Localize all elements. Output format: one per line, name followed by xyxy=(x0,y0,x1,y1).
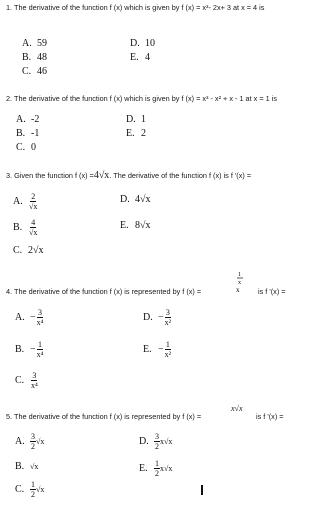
q2-option-e[interactable]: E. 2 xyxy=(126,128,146,139)
q1-option-c[interactable]: C. 46 xyxy=(22,66,47,77)
text-cursor xyxy=(201,485,203,495)
question-3-text: 3. Given the function f (x) =4√x. The derivative of the function f (x) is f '(x) = xyxy=(6,170,252,181)
q3-function: 4√x xyxy=(93,170,110,181)
svg-text:x: x xyxy=(238,280,241,286)
q2-option-d[interactable]: D. 1 xyxy=(126,114,146,125)
q5-option-e[interactable]: E. $\frac{1}{2}$ x√x xyxy=(139,459,173,478)
q3-option-b[interactable]: B. $\frac{4}{√x}$ xyxy=(13,218,38,237)
q2-option-b[interactable]: B. -1 xyxy=(16,128,40,139)
q5-text-tail: is f '(x) = xyxy=(256,412,284,421)
q1-option-e[interactable]: E. 4 xyxy=(130,52,150,63)
q3-option-d[interactable]: D. 4√x xyxy=(120,194,151,205)
q4-option-c[interactable]: C. $\frac{3}{\text{x⁴}}$ xyxy=(15,371,38,390)
q5-option-c[interactable]: C. $\frac{1}{2}$ √x xyxy=(15,480,45,499)
question-2-text: 2. The derivative of the function f (x) which is given by f (x) = x³ - x² + x - 1 at x = 1 is xyxy=(6,94,277,103)
q4-option-e[interactable]: E. − $\frac{1}{\text{x²}}$ xyxy=(143,340,172,359)
question-1-text: 1. The derivative of the function f (x) which is given by f (x) = x³- 2x+ 3 at x = 4 is xyxy=(6,3,265,12)
q2-option-a[interactable]: A. -2 xyxy=(16,114,40,125)
q2-option-c[interactable]: C. 0 xyxy=(16,142,36,153)
q1-option-a[interactable]: A. 59 xyxy=(22,38,47,49)
q1-option-d[interactable]: D. 10 xyxy=(130,38,155,49)
q5-option-b[interactable]: B. √x xyxy=(15,461,39,472)
q3-option-a[interactable]: A. $\frac{2}{√x}$ xyxy=(13,192,38,211)
q5-option-d[interactable]: D. $\frac{3}{2}$ x√x xyxy=(139,432,173,451)
question-5-text: 5. The derivative of the function f (x) is represented by f (x) = xyxy=(6,412,202,421)
q4-option-b[interactable]: B. − $\frac{1}{\text{x⁴}}$ xyxy=(15,340,44,359)
q5-function: x√x xyxy=(231,404,243,413)
q4-text-tail: is f '(x) = xyxy=(258,287,286,296)
q3-option-c[interactable]: C. 2√x xyxy=(13,245,44,256)
q4-function-glyph xyxy=(236,270,250,292)
q4-function xyxy=(236,270,250,294)
q1-option-b[interactable]: B. 48 xyxy=(22,52,47,63)
question-4-text: 4. The derivative of the function f (x) is represented by f (x) = xyxy=(6,287,202,296)
q5-option-a[interactable]: A. $\frac{3}{2}$ √x xyxy=(15,432,45,451)
svg-text:1: 1 xyxy=(238,272,241,278)
q4-option-a[interactable]: A. − $\frac{3}{\text{x⁴}}$ xyxy=(15,308,44,327)
q3-option-e[interactable]: E. 8√x xyxy=(120,220,151,231)
q4-option-d[interactable]: D. − $\frac{3}{\text{x²}}$ xyxy=(143,308,172,327)
svg-text:x: x xyxy=(236,286,240,292)
